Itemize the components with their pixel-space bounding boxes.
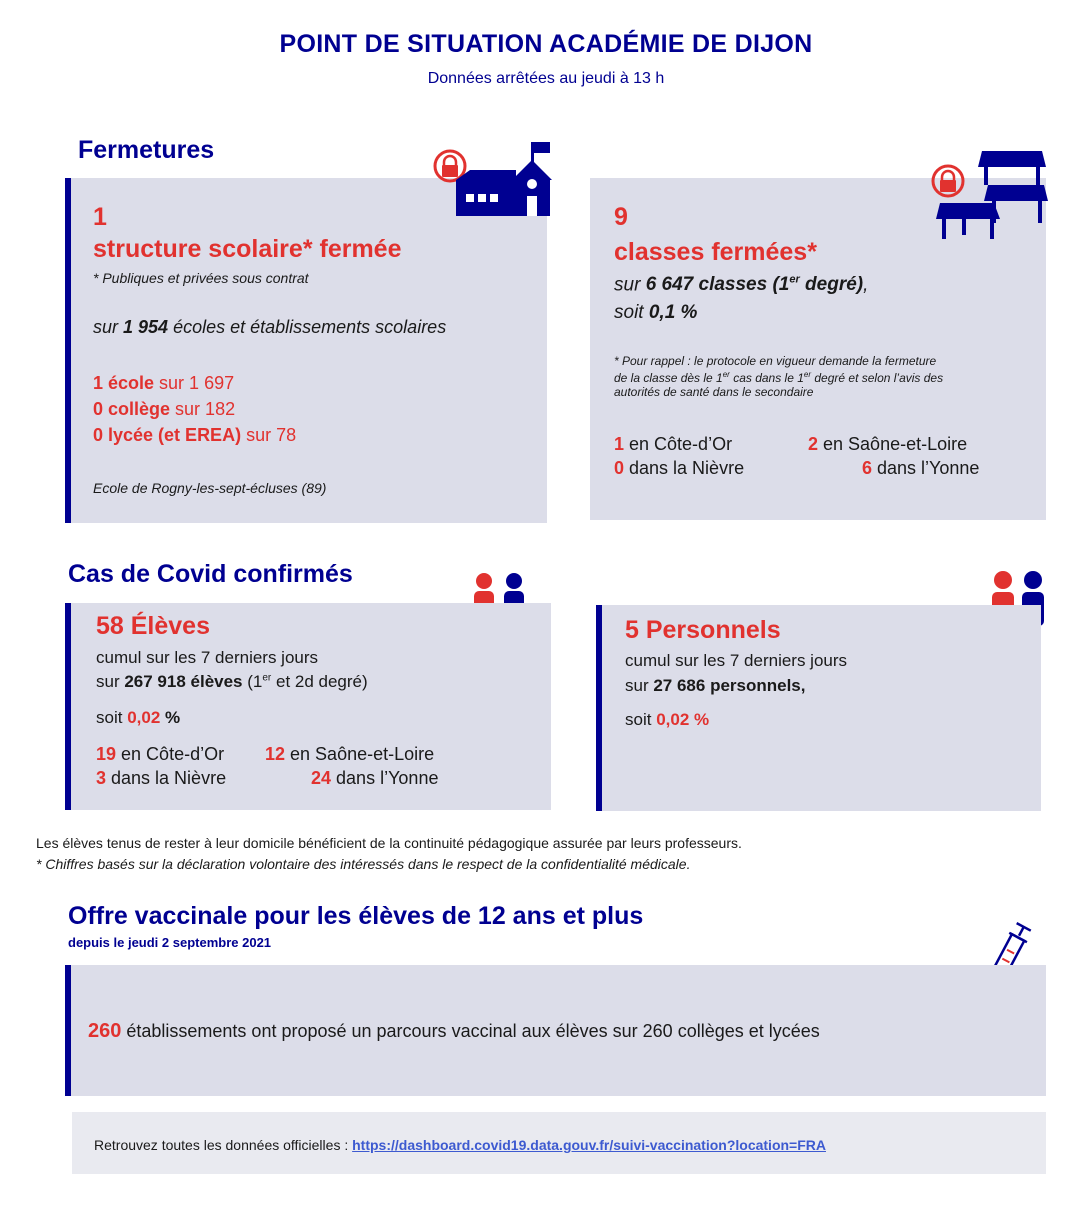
classes-total: sur 6 647 classes (1er degré), (614, 274, 869, 296)
eleves-total: sur 267 918 élèves (1er et 2d degré) (96, 672, 368, 691)
classes-dept-nievre: 0 dans la Nièvre (614, 458, 745, 478)
classes-dept-saone-et-loire: 2 en Saône-et-Loire (808, 434, 968, 454)
eleves-dept-nievre: 3 dans la Nièvre (96, 768, 227, 788)
classes-closed-icon (928, 145, 1050, 241)
eleves-dept-cote-dor: 19 en Côte-d’Or (96, 744, 225, 764)
breakdown-ecole: 1 école sur 1 697 (93, 373, 235, 393)
school-closed-icon (430, 142, 555, 222)
page-title: POINT DE SITUATION ACADÉMIE DE DIJON (279, 30, 813, 58)
card-accent-bar (65, 603, 71, 810)
school-icon (456, 142, 552, 216)
section-heading-fermetures: Fermetures (78, 136, 215, 164)
eleves-title: 58 Élèves (96, 612, 210, 640)
classes-count: 9 (614, 203, 628, 231)
lock-icon (435, 151, 465, 181)
structures-count: 1 (93, 203, 107, 231)
structures-breakdown (93, 370, 296, 448)
card-structures (65, 178, 547, 523)
card-accent-bar (65, 178, 71, 523)
section-heading-vaccin: Offre vaccinale pour les élèves de 12 ans et plus (68, 902, 644, 930)
classes-percent: soit 0,1 % (614, 302, 698, 323)
card-accent-bar (65, 965, 71, 1096)
continuity-note: Les élèves tenus de rester à leur domicile bénéficient de la continuité pédagogique assurée par leurs professeurs. (36, 835, 742, 851)
classes-protocol-note: * Pour rappel : le protocole en vigueur demande la fermeture de la classe dès le 1er cas dans le 1er degré et selon l’avis des autorités de santé dans le secondaire (614, 354, 944, 399)
eleves-dept-saone-et-loire: 12 en Saône-et-Loire (265, 744, 435, 764)
eleves-dept-yonne: 24 dans l’Yonne (311, 768, 439, 788)
structures-label: structure scolaire* fermée (93, 235, 402, 263)
vaccin-since: depuis le jeudi 2 septembre 2021 (68, 935, 272, 950)
vaccin-summary: 260 établissements ont proposé un parcours vaccinal aux élèves sur 260 collèges et lycées (88, 1020, 820, 1042)
classes-dept-cote-dor: 1 en Côte-d’Or (614, 434, 733, 454)
eleves-cumul: cumul sur les 7 derniers jours (96, 648, 319, 667)
classes-label: classes fermées* (614, 238, 817, 266)
lock-icon (933, 166, 963, 196)
confidentiality-note: * Chiffres basés sur la déclaration volontaire des intéressés dans le respect de la confidentialité médicale. (36, 856, 691, 872)
personnels-title: 5 Personnels (625, 616, 781, 644)
eleves-percent: soit 0,02 % (96, 708, 181, 727)
structures-footnote: * Publiques et privées sous contrat (93, 270, 309, 286)
dashboard-link[interactable]: https://dashboard.covid19.data.gouv.fr/suivi-vaccination?location=FRA (352, 1137, 826, 1153)
footer-text: Retrouvez toutes les données officielles : https://dashboard.covid19.data.gouv.fr/suivi-vaccination?location=FRA (94, 1137, 826, 1153)
card-accent-bar (596, 605, 602, 811)
structures-total: sur 1 954 écoles et établissements scolaires (93, 317, 447, 337)
personnels-total: sur 27 686 personnels, (625, 676, 806, 695)
section-heading-covid: Cas de Covid confirmés (68, 560, 353, 588)
breakdown-college: 0 collège sur 182 (93, 399, 236, 419)
breakdown-lycee: 0 lycée (et EREA) sur 78 (93, 425, 297, 445)
page-subtitle: Données arrêtées au jeudi à 13 h (427, 70, 665, 87)
personnels-percent: soit 0,02 % (625, 710, 710, 729)
personnels-cumul: cumul sur les 7 derniers jours (625, 651, 848, 670)
classes-dept-yonne: 6 dans l’Yonne (862, 458, 980, 478)
structures-school-name: Ecole de Rogny-les-sept-écluses (89) (93, 480, 327, 496)
